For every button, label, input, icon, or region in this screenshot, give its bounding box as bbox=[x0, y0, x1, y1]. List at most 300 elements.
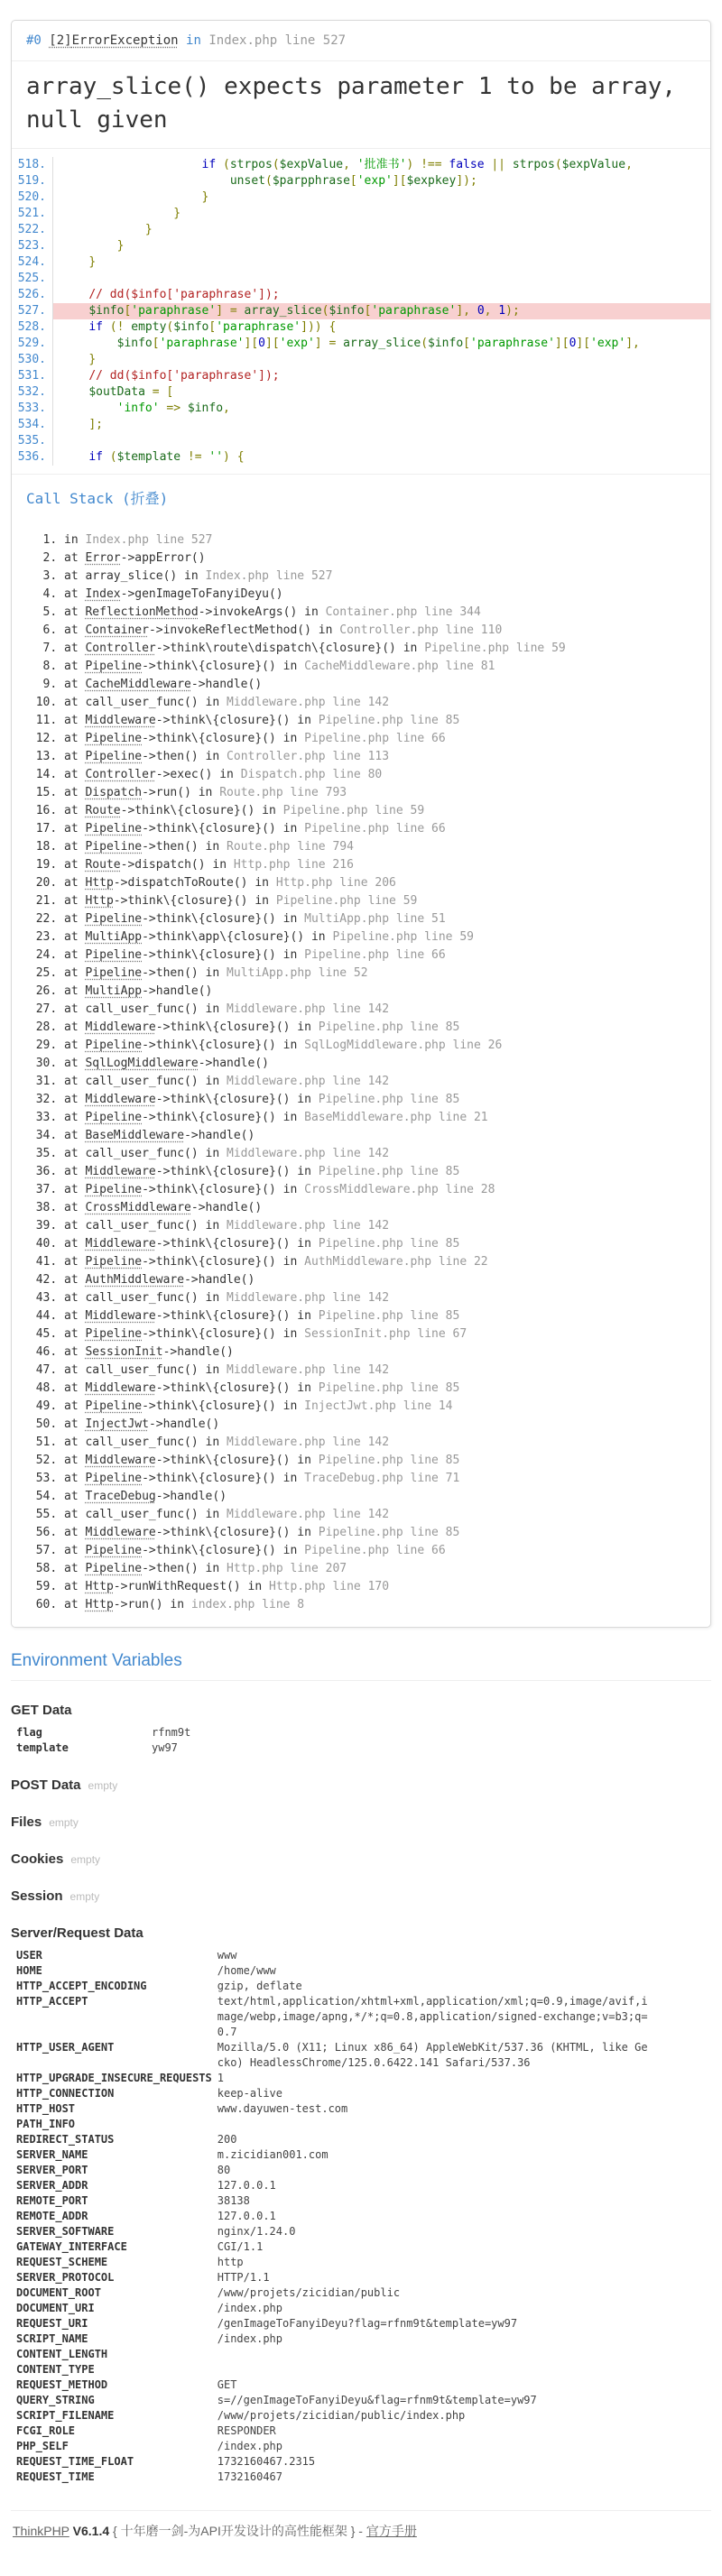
stack-frame: 3. at array_slice() in Index.php line 527 bbox=[64, 568, 696, 586]
key-cell: HTTP_UPGRADE_INSECURE_REQUESTS bbox=[16, 2072, 212, 2084]
stack-location: Index.php line 527 bbox=[205, 569, 333, 583]
class-name: Middleware bbox=[85, 1454, 156, 1467]
call-stack-header bbox=[12, 474, 710, 521]
stack-location: Pipeline.php line 85 bbox=[318, 1526, 460, 1539]
key-cell: HTTP_ACCEPT bbox=[16, 1995, 88, 2008]
env-section-title bbox=[11, 1888, 711, 1904]
call-stack-list bbox=[12, 521, 710, 1627]
code-line bbox=[12, 222, 710, 238]
stack-frame: 54. at TraceDebug->handle() bbox=[64, 1488, 696, 1506]
line-number: 536. bbox=[12, 449, 53, 466]
class-name: InjectJwt bbox=[85, 1417, 149, 1431]
value-cell: 200 bbox=[217, 2133, 237, 2146]
stack-location: Pipeline.php line 85 bbox=[318, 714, 460, 727]
stack-frame: 16. at Route->think\{closure}() in Pipeline.php line 59 bbox=[64, 802, 696, 820]
table-row bbox=[11, 2301, 649, 2316]
exception-index: #0 bbox=[26, 33, 42, 48]
stack-frame: 32. at Middleware->think\{closure}() in Pipeline.php line 85 bbox=[64, 1091, 696, 1109]
stack-frame: 26. at MultiApp->handle() bbox=[64, 983, 696, 1001]
key-cell: SCRIPT_FILENAME bbox=[16, 2409, 115, 2422]
code-line bbox=[12, 449, 710, 466]
error-message: array_slice() expects parameter 1 to be array, null given bbox=[12, 60, 710, 148]
source-code-block bbox=[12, 148, 710, 474]
class-name: Pipeline bbox=[85, 1255, 143, 1269]
code-text: // dd($info['paraphrase']); bbox=[88, 369, 280, 383]
value-cell: keep-alive bbox=[217, 2087, 282, 2100]
class-name: Http bbox=[85, 1598, 114, 1611]
empty-label: empty bbox=[49, 1816, 79, 1829]
stack-frame: 1. in Index.php line 527 bbox=[64, 531, 696, 549]
env-section-title-text: Server/Request Data bbox=[11, 1925, 143, 1941]
env-section-title bbox=[11, 1777, 711, 1793]
key-cell: REQUEST_TIME bbox=[16, 2470, 95, 2483]
key-cell: SERVER_SOFTWARE bbox=[16, 2225, 115, 2238]
call-stack-toggle[interactable]: (折叠) bbox=[121, 490, 169, 507]
line-number: 535. bbox=[12, 433, 53, 449]
value-cell: nginx/1.24.0 bbox=[217, 2225, 296, 2238]
class-name: Error bbox=[85, 551, 121, 565]
code-text: } bbox=[88, 353, 97, 366]
stack-frame: 22. at Pipeline->think\{closure}() in MultiApp.php line 51 bbox=[64, 910, 696, 928]
stack-location: AuthMiddleware.php line 22 bbox=[304, 1255, 488, 1269]
key-cell: SCRIPT_NAME bbox=[16, 2332, 88, 2345]
env-section bbox=[11, 1925, 711, 2485]
key-cell: REMOTE_ADDR bbox=[16, 2210, 88, 2222]
value-cell bbox=[212, 2362, 649, 2377]
line-number: 518. bbox=[12, 157, 53, 173]
value-cell: http bbox=[217, 2256, 244, 2268]
code-text: $outData = [ bbox=[88, 385, 174, 399]
value-cell: 1 bbox=[217, 2072, 224, 2084]
line-number: 534. bbox=[12, 417, 53, 433]
stack-location: Http.php line 216 bbox=[233, 858, 354, 872]
key-cell: GATEWAY_INTERFACE bbox=[16, 2240, 127, 2253]
empty-label: empty bbox=[70, 1853, 101, 1866]
line-number: 520. bbox=[12, 189, 53, 206]
class-name: ReflectionMethod bbox=[85, 605, 199, 619]
value-cell: yw97 bbox=[152, 1741, 178, 1754]
value-cell: 38138 bbox=[217, 2194, 250, 2207]
stack-location: Pipeline.php line 85 bbox=[318, 1454, 460, 1467]
class-name: Route bbox=[85, 804, 121, 817]
stack-frame: 9. at CacheMiddleware->handle() bbox=[64, 676, 696, 694]
value-cell: /www/projets/zicidian/public/index.php bbox=[217, 2409, 466, 2422]
class-name: Pipeline bbox=[85, 1183, 143, 1196]
code-line bbox=[12, 401, 710, 417]
class-name: Pipeline bbox=[85, 1544, 143, 1557]
env-variables-title: Environment Variables bbox=[11, 1651, 711, 1681]
table-row bbox=[11, 2178, 649, 2193]
code-text bbox=[53, 433, 710, 449]
stack-location: SessionInit.php line 67 bbox=[304, 1327, 467, 1341]
stack-frame: 6. at Container->invokeReflectMethod() in Controller.php line 110 bbox=[64, 622, 696, 640]
code-text: } bbox=[88, 255, 97, 269]
table-row bbox=[11, 2255, 649, 2270]
code-line bbox=[12, 254, 710, 271]
class-name: Middleware bbox=[85, 1020, 156, 1034]
stack-frame: 49. at Pipeline->think\{closure}() in InjectJwt.php line 14 bbox=[64, 1398, 696, 1416]
stack-frame: 19. at Route->dispatch() in Http.php line 216 bbox=[64, 856, 696, 874]
stack-frame: 13. at Pipeline->then() in Controller.php line 113 bbox=[64, 748, 696, 766]
table-row bbox=[11, 2408, 649, 2424]
table-row bbox=[11, 2270, 649, 2285]
stack-frame: 25. at Pipeline->then() in MultiApp.php line 52 bbox=[64, 965, 696, 983]
stack-location: Route.php line 794 bbox=[227, 840, 354, 854]
line-number: 527. bbox=[12, 303, 53, 319]
line-number: 523. bbox=[12, 238, 53, 254]
line-number: 524. bbox=[12, 254, 53, 271]
stack-frame: 51. at call_user_func() in Middleware.php line 142 bbox=[64, 1434, 696, 1452]
line-number: 529. bbox=[12, 336, 53, 352]
value-cell: Mozilla/5.0 (X11; Linux x86_64) AppleWebKit/537.36 (KHTML, like Gecko) HeadlessChrome/125.0.6422.141 Safari/537.36 bbox=[217, 2041, 648, 2069]
stack-location: TraceDebug.php line 71 bbox=[304, 1472, 460, 1485]
stack-frame: 30. at SqlLogMiddleware->handle() bbox=[64, 1055, 696, 1073]
code-text: 'info' => $info, bbox=[116, 402, 230, 415]
code-text: } bbox=[201, 190, 209, 204]
stack-frame: 12. at Pipeline->think\{closure}() in Pipeline.php line 66 bbox=[64, 730, 696, 748]
footer bbox=[11, 2510, 711, 2549]
stack-frame: 48. at Middleware->think\{closure}() in Pipeline.php line 85 bbox=[64, 1380, 696, 1398]
stack-location: CacheMiddleware.php line 81 bbox=[304, 660, 495, 673]
class-name: Pipeline bbox=[85, 732, 143, 745]
stack-location: SqlLogMiddleware.php line 26 bbox=[304, 1039, 503, 1052]
value-cell bbox=[212, 2117, 649, 2132]
class-name: Pipeline bbox=[85, 1562, 143, 1575]
code-line bbox=[12, 336, 710, 352]
key-cell: REQUEST_METHOD bbox=[16, 2378, 108, 2391]
table-row bbox=[11, 2040, 649, 2071]
stack-frame: 29. at Pipeline->think\{closure}() in SqlLogMiddleware.php line 26 bbox=[64, 1037, 696, 1055]
table-row bbox=[11, 2424, 649, 2439]
env-section-title-text: POST Data bbox=[11, 1777, 81, 1793]
thinkphp-link[interactable]: ThinkPHP bbox=[13, 2524, 69, 2538]
table-row bbox=[11, 1979, 649, 1994]
stack-frame: 39. at call_user_func() in Middleware.php line 142 bbox=[64, 1217, 696, 1235]
class-name: SessionInit bbox=[85, 1345, 163, 1359]
table-row bbox=[11, 1963, 649, 1979]
env-section bbox=[11, 1814, 711, 1830]
stack-frame: 50. at InjectJwt->handle() bbox=[64, 1416, 696, 1434]
env-section-title bbox=[11, 1925, 711, 1941]
code-line bbox=[12, 157, 710, 173]
table-row bbox=[11, 2193, 649, 2209]
stack-location: InjectJwt.php line 14 bbox=[304, 1399, 453, 1413]
key-cell: SERVER_PORT bbox=[16, 2164, 88, 2176]
value-cell: /index.php bbox=[217, 2332, 282, 2345]
key-cell: CONTENT_TYPE bbox=[16, 2363, 95, 2376]
value-cell: RESPONDER bbox=[217, 2424, 276, 2437]
class-name: Http bbox=[85, 1580, 114, 1593]
stack-frame: 59. at Http->runWithRequest() in Http.php line 170 bbox=[64, 1578, 696, 1596]
code-line bbox=[12, 433, 710, 449]
stack-location: index.php line 8 bbox=[190, 1598, 305, 1611]
key-cell: PHP_SELF bbox=[16, 2440, 69, 2452]
line-number: 525. bbox=[12, 271, 53, 287]
env-section-title-text: Files bbox=[11, 1814, 42, 1830]
line-number: 528. bbox=[12, 319, 53, 336]
table-row bbox=[11, 2117, 649, 2132]
table-row bbox=[11, 2147, 649, 2163]
stack-location: Middleware.php line 142 bbox=[227, 1363, 390, 1377]
stack-frame: 38. at CrossMiddleware->handle() bbox=[64, 1199, 696, 1217]
stack-frame: 40. at Middleware->think\{closure}() in Pipeline.php line 85 bbox=[64, 1235, 696, 1253]
code-line bbox=[12, 368, 710, 384]
stack-location: Pipeline.php line 66 bbox=[304, 1544, 446, 1557]
value-cell: rfnm9t bbox=[152, 1726, 191, 1739]
stack-frame: 18. at Pipeline->then() in Route.php line 794 bbox=[64, 838, 696, 856]
stack-location: Dispatch.php line 80 bbox=[240, 768, 383, 781]
stack-location: Middleware.php line 142 bbox=[227, 1075, 390, 1088]
key-cell: SERVER_PROTOCOL bbox=[16, 2271, 115, 2284]
stack-location: Pipeline.php line 66 bbox=[304, 732, 446, 745]
stack-frame: 11. at Middleware->think\{closure}() in Pipeline.php line 85 bbox=[64, 712, 696, 730]
stack-frame: 52. at Middleware->think\{closure}() in Pipeline.php line 85 bbox=[64, 1452, 696, 1470]
table-row bbox=[11, 2362, 649, 2377]
code-text: } bbox=[173, 207, 181, 220]
stack-frame: 31. at call_user_func() in Middleware.php line 142 bbox=[64, 1073, 696, 1091]
stack-frame: 33. at Pipeline->think\{closure}() in BaseMiddleware.php line 21 bbox=[64, 1109, 696, 1127]
stack-frame: 14. at Controller->exec() in Dispatch.php line 80 bbox=[64, 766, 696, 784]
class-name: Controller bbox=[85, 642, 156, 655]
stack-frame: 45. at Pipeline->think\{closure}() in SessionInit.php line 67 bbox=[64, 1325, 696, 1343]
code-text: // dd($info['paraphrase']); bbox=[88, 288, 280, 301]
stack-location: CrossMiddleware.php line 28 bbox=[304, 1183, 495, 1196]
table-row bbox=[11, 1740, 583, 1756]
stack-frame: 58. at Pipeline->then() in Http.php line 207 bbox=[64, 1560, 696, 1578]
key-cell: template bbox=[16, 1741, 69, 1754]
class-name: CrossMiddleware bbox=[85, 1201, 191, 1214]
stack-frame: 17. at Pipeline->think\{closure}() in Pipeline.php line 66 bbox=[64, 820, 696, 838]
class-name: Middleware bbox=[85, 1237, 156, 1251]
value-cell: 127.0.0.1 bbox=[217, 2210, 276, 2222]
stack-location: Http.php line 170 bbox=[269, 1580, 390, 1593]
class-name: Middleware bbox=[85, 1165, 156, 1178]
line-number: 531. bbox=[12, 368, 53, 384]
stack-frame: 34. at BaseMiddleware->handle() bbox=[64, 1127, 696, 1145]
stack-location: Middleware.php line 142 bbox=[227, 1219, 390, 1233]
value-cell: HTTP/1.1 bbox=[217, 2271, 270, 2284]
key-cell: REQUEST_TIME_FLOAT bbox=[16, 2455, 134, 2468]
class-name: AuthMiddleware bbox=[85, 1273, 185, 1287]
stack-frame: 4. at Index->genImageToFanyiDeyu() bbox=[64, 586, 696, 604]
stack-frame: 7. at Controller->think\route\dispatch\{closure}() in Pipeline.php line 59 bbox=[64, 640, 696, 658]
kv-table bbox=[11, 1725, 583, 1756]
class-name: Route bbox=[85, 858, 121, 872]
stack-location: Container.php line 344 bbox=[325, 605, 481, 619]
env-section bbox=[11, 1777, 711, 1793]
key-cell: HOME bbox=[16, 1964, 42, 1977]
value-cell: 1732160467 bbox=[217, 2470, 282, 2483]
class-name: Middleware bbox=[85, 1309, 156, 1323]
table-row bbox=[11, 2316, 649, 2331]
value-cell: gzip, deflate bbox=[217, 1980, 302, 1992]
class-name: Pipeline bbox=[85, 822, 143, 836]
stack-location: Middleware.php line 142 bbox=[227, 1436, 390, 1449]
class-name: MultiApp bbox=[85, 930, 143, 944]
env-section bbox=[11, 1851, 711, 1867]
env-section bbox=[11, 1888, 711, 1904]
key-cell: FCGI_ROLE bbox=[16, 2424, 76, 2437]
stack-frame: 2. at Error->appError() bbox=[64, 549, 696, 568]
class-name: Pipeline bbox=[85, 912, 143, 926]
source-code bbox=[12, 149, 710, 474]
key-cell: REQUEST_URI bbox=[16, 2317, 88, 2330]
env-section-title bbox=[11, 1703, 711, 1718]
class-name: Middleware bbox=[85, 1526, 156, 1539]
code-line bbox=[12, 189, 710, 206]
class-name: Container bbox=[85, 623, 149, 637]
class-name: Middleware bbox=[85, 1093, 156, 1106]
stack-location: Index.php line 527 bbox=[85, 533, 213, 547]
value-cell: 1732160467.2315 bbox=[217, 2455, 316, 2468]
code-line bbox=[12, 417, 710, 433]
table-row bbox=[11, 2439, 649, 2454]
value-cell: GET bbox=[217, 2378, 237, 2391]
code-line bbox=[12, 303, 710, 319]
class-name: Dispatch bbox=[85, 786, 143, 799]
class-name: Pipeline bbox=[85, 1327, 143, 1341]
value-cell: www.dayuwen-test.com bbox=[217, 2102, 348, 2115]
exception-card bbox=[11, 20, 711, 1628]
value-cell: text/html,application/xhtml+xml,application/xml;q=0.9,image/avif,image/webp,image/apng,*/*;q=0.8,application/signed-exchange;v=b3;q=0.7 bbox=[217, 1995, 648, 2038]
table-row bbox=[11, 2347, 649, 2362]
class-name: Http bbox=[85, 876, 114, 890]
stack-location: Pipeline.php line 85 bbox=[318, 1309, 460, 1323]
line-number: 533. bbox=[12, 401, 53, 417]
stack-location: Middleware.php line 142 bbox=[227, 1291, 390, 1305]
stack-location: Pipeline.php line 59 bbox=[275, 894, 418, 908]
stack-frame: 5. at ReflectionMethod->invokeArgs() in Container.php line 344 bbox=[64, 604, 696, 622]
table-row bbox=[11, 2470, 649, 2485]
code-text: } bbox=[144, 223, 153, 236]
stack-frame: 44. at Middleware->think\{closure}() in Pipeline.php line 85 bbox=[64, 1307, 696, 1325]
value-cell: s=//genImageToFanyiDeyu&flag=rfnm9t&template=yw97 bbox=[217, 2394, 537, 2406]
value-cell: 80 bbox=[217, 2164, 231, 2176]
key-cell: REQUEST_SCHEME bbox=[16, 2256, 108, 2268]
stack-frame: 10. at call_user_func() in Middleware.php line 142 bbox=[64, 694, 696, 712]
manual-link[interactable]: 官方手册 bbox=[366, 2524, 417, 2538]
code-text: ]; bbox=[88, 418, 103, 431]
table-row bbox=[11, 2163, 649, 2178]
stack-frame: 53. at Pipeline->think\{closure}() in TraceDebug.php line 71 bbox=[64, 1470, 696, 1488]
table-row bbox=[11, 2377, 649, 2393]
table-row bbox=[11, 2331, 649, 2347]
class-name: Middleware bbox=[85, 714, 156, 727]
stack-frame: 27. at call_user_func() in Middleware.php line 142 bbox=[64, 1001, 696, 1019]
code-text: $info['paraphrase'][0]['exp'] = array_slice($info['paraphrase'][0]['exp'], bbox=[116, 337, 640, 350]
framework-slogan: { 十年磨一剑-为API开发设计的高性能框架 } bbox=[113, 2524, 356, 2538]
stack-frame: 56. at Middleware->think\{closure}() in Pipeline.php line 85 bbox=[64, 1524, 696, 1542]
class-name: Pipeline bbox=[85, 1111, 143, 1124]
stack-location: Pipeline.php line 85 bbox=[318, 1165, 460, 1178]
stack-location: Middleware.php line 142 bbox=[227, 1508, 390, 1521]
code-line bbox=[12, 206, 710, 222]
class-name: MultiApp bbox=[85, 984, 143, 998]
stack-location: Middleware.php line 142 bbox=[227, 1147, 390, 1160]
table-row bbox=[11, 2393, 649, 2408]
stack-frame: 36. at Middleware->think\{closure}() in Pipeline.php line 85 bbox=[64, 1163, 696, 1181]
stack-location: MultiApp.php line 52 bbox=[227, 966, 368, 980]
key-cell: flag bbox=[16, 1726, 42, 1739]
line-number: 521. bbox=[12, 206, 53, 222]
stack-frame: 20. at Http->dispatchToRoute() in Http.php line 206 bbox=[64, 874, 696, 892]
key-cell: PATH_INFO bbox=[16, 2118, 76, 2130]
table-row bbox=[11, 1948, 649, 1963]
line-number: 532. bbox=[12, 384, 53, 401]
env-sections bbox=[11, 1703, 711, 2485]
table-row bbox=[11, 2224, 649, 2239]
code-line bbox=[12, 238, 710, 254]
stack-frame: 35. at call_user_func() in Middleware.php line 142 bbox=[64, 1145, 696, 1163]
key-cell: DOCUMENT_URI bbox=[16, 2302, 95, 2314]
stack-frame: 60. at Http->run() in index.php line 8 bbox=[64, 1596, 696, 1614]
class-name: BaseMiddleware bbox=[85, 1129, 185, 1142]
key-cell: DOCUMENT_ROOT bbox=[16, 2286, 101, 2299]
table-row bbox=[11, 1725, 583, 1740]
code-text: $info['paraphrase'] = array_slice($info['paraphrase'], 0, 1); bbox=[53, 303, 710, 319]
in-word: in bbox=[186, 33, 201, 48]
stack-location: Middleware.php line 142 bbox=[227, 1002, 390, 1016]
stack-location: Pipeline.php line 85 bbox=[318, 1020, 460, 1034]
key-cell: HTTP_HOST bbox=[16, 2102, 76, 2115]
table-row bbox=[11, 2132, 649, 2147]
stack-location: Pipeline.php line 85 bbox=[318, 1093, 460, 1106]
class-name: Pipeline bbox=[85, 1399, 143, 1413]
env-section-title bbox=[11, 1814, 711, 1830]
value-cell: CGI/1.1 bbox=[217, 2240, 264, 2253]
stack-location: Controller.php line 113 bbox=[227, 750, 390, 763]
stack-location: Pipeline.php line 85 bbox=[318, 1381, 460, 1395]
stack-location: Middleware.php line 142 bbox=[227, 696, 390, 709]
class-name: Pipeline bbox=[85, 948, 143, 962]
stack-location: Pipeline.php line 66 bbox=[304, 822, 446, 836]
stack-frame: 28. at Middleware->think\{closure}() in Pipeline.php line 85 bbox=[64, 1019, 696, 1037]
table-row bbox=[11, 2239, 649, 2255]
key-cell: SERVER_ADDR bbox=[16, 2179, 88, 2192]
line-number: 530. bbox=[12, 352, 53, 368]
table-row bbox=[11, 2209, 649, 2224]
code-line bbox=[12, 352, 710, 368]
key-cell: REDIRECT_STATUS bbox=[16, 2133, 115, 2146]
value-cell: /genImageToFanyiDeyu?flag=rfnm9t&template=yw97 bbox=[217, 2317, 518, 2330]
table-row bbox=[11, 1994, 649, 2040]
stack-location: Pipeline.php line 66 bbox=[304, 948, 446, 962]
key-cell: REMOTE_PORT bbox=[16, 2194, 88, 2207]
class-name: Index bbox=[85, 587, 121, 601]
class-name: Pipeline bbox=[85, 840, 143, 854]
stack-frame: 23. at MultiApp->think\app\{closure}() in Pipeline.php line 59 bbox=[64, 928, 696, 946]
stack-frame: 15. at Dispatch->run() in Route.php line 793 bbox=[64, 784, 696, 802]
stack-location: Controller.php line 110 bbox=[339, 623, 503, 637]
class-name: Pipeline bbox=[85, 1472, 143, 1485]
class-name: Pipeline bbox=[85, 660, 143, 673]
code-line bbox=[12, 271, 710, 287]
class-name: SqlLogMiddleware bbox=[85, 1057, 199, 1070]
stack-location: MultiApp.php line 51 bbox=[304, 912, 446, 926]
table-row bbox=[11, 2285, 649, 2301]
stack-frame: 37. at Pipeline->think\{closure}() in CrossMiddleware.php line 28 bbox=[64, 1181, 696, 1199]
framework-version: V6.1.4 bbox=[72, 2524, 110, 2538]
exception-header bbox=[12, 21, 710, 60]
value-cell bbox=[212, 2347, 649, 2362]
stack-location: Http.php line 207 bbox=[227, 1562, 347, 1575]
class-name: Pipeline bbox=[85, 750, 143, 763]
stack-location: BaseMiddleware.php line 21 bbox=[304, 1111, 488, 1124]
code-line bbox=[12, 287, 710, 303]
stack-frame: 8. at Pipeline->think\{closure}() in CacheMiddleware.php line 81 bbox=[64, 658, 696, 676]
kv-table bbox=[11, 1948, 649, 2485]
value-cell: /home/www bbox=[217, 1964, 276, 1977]
